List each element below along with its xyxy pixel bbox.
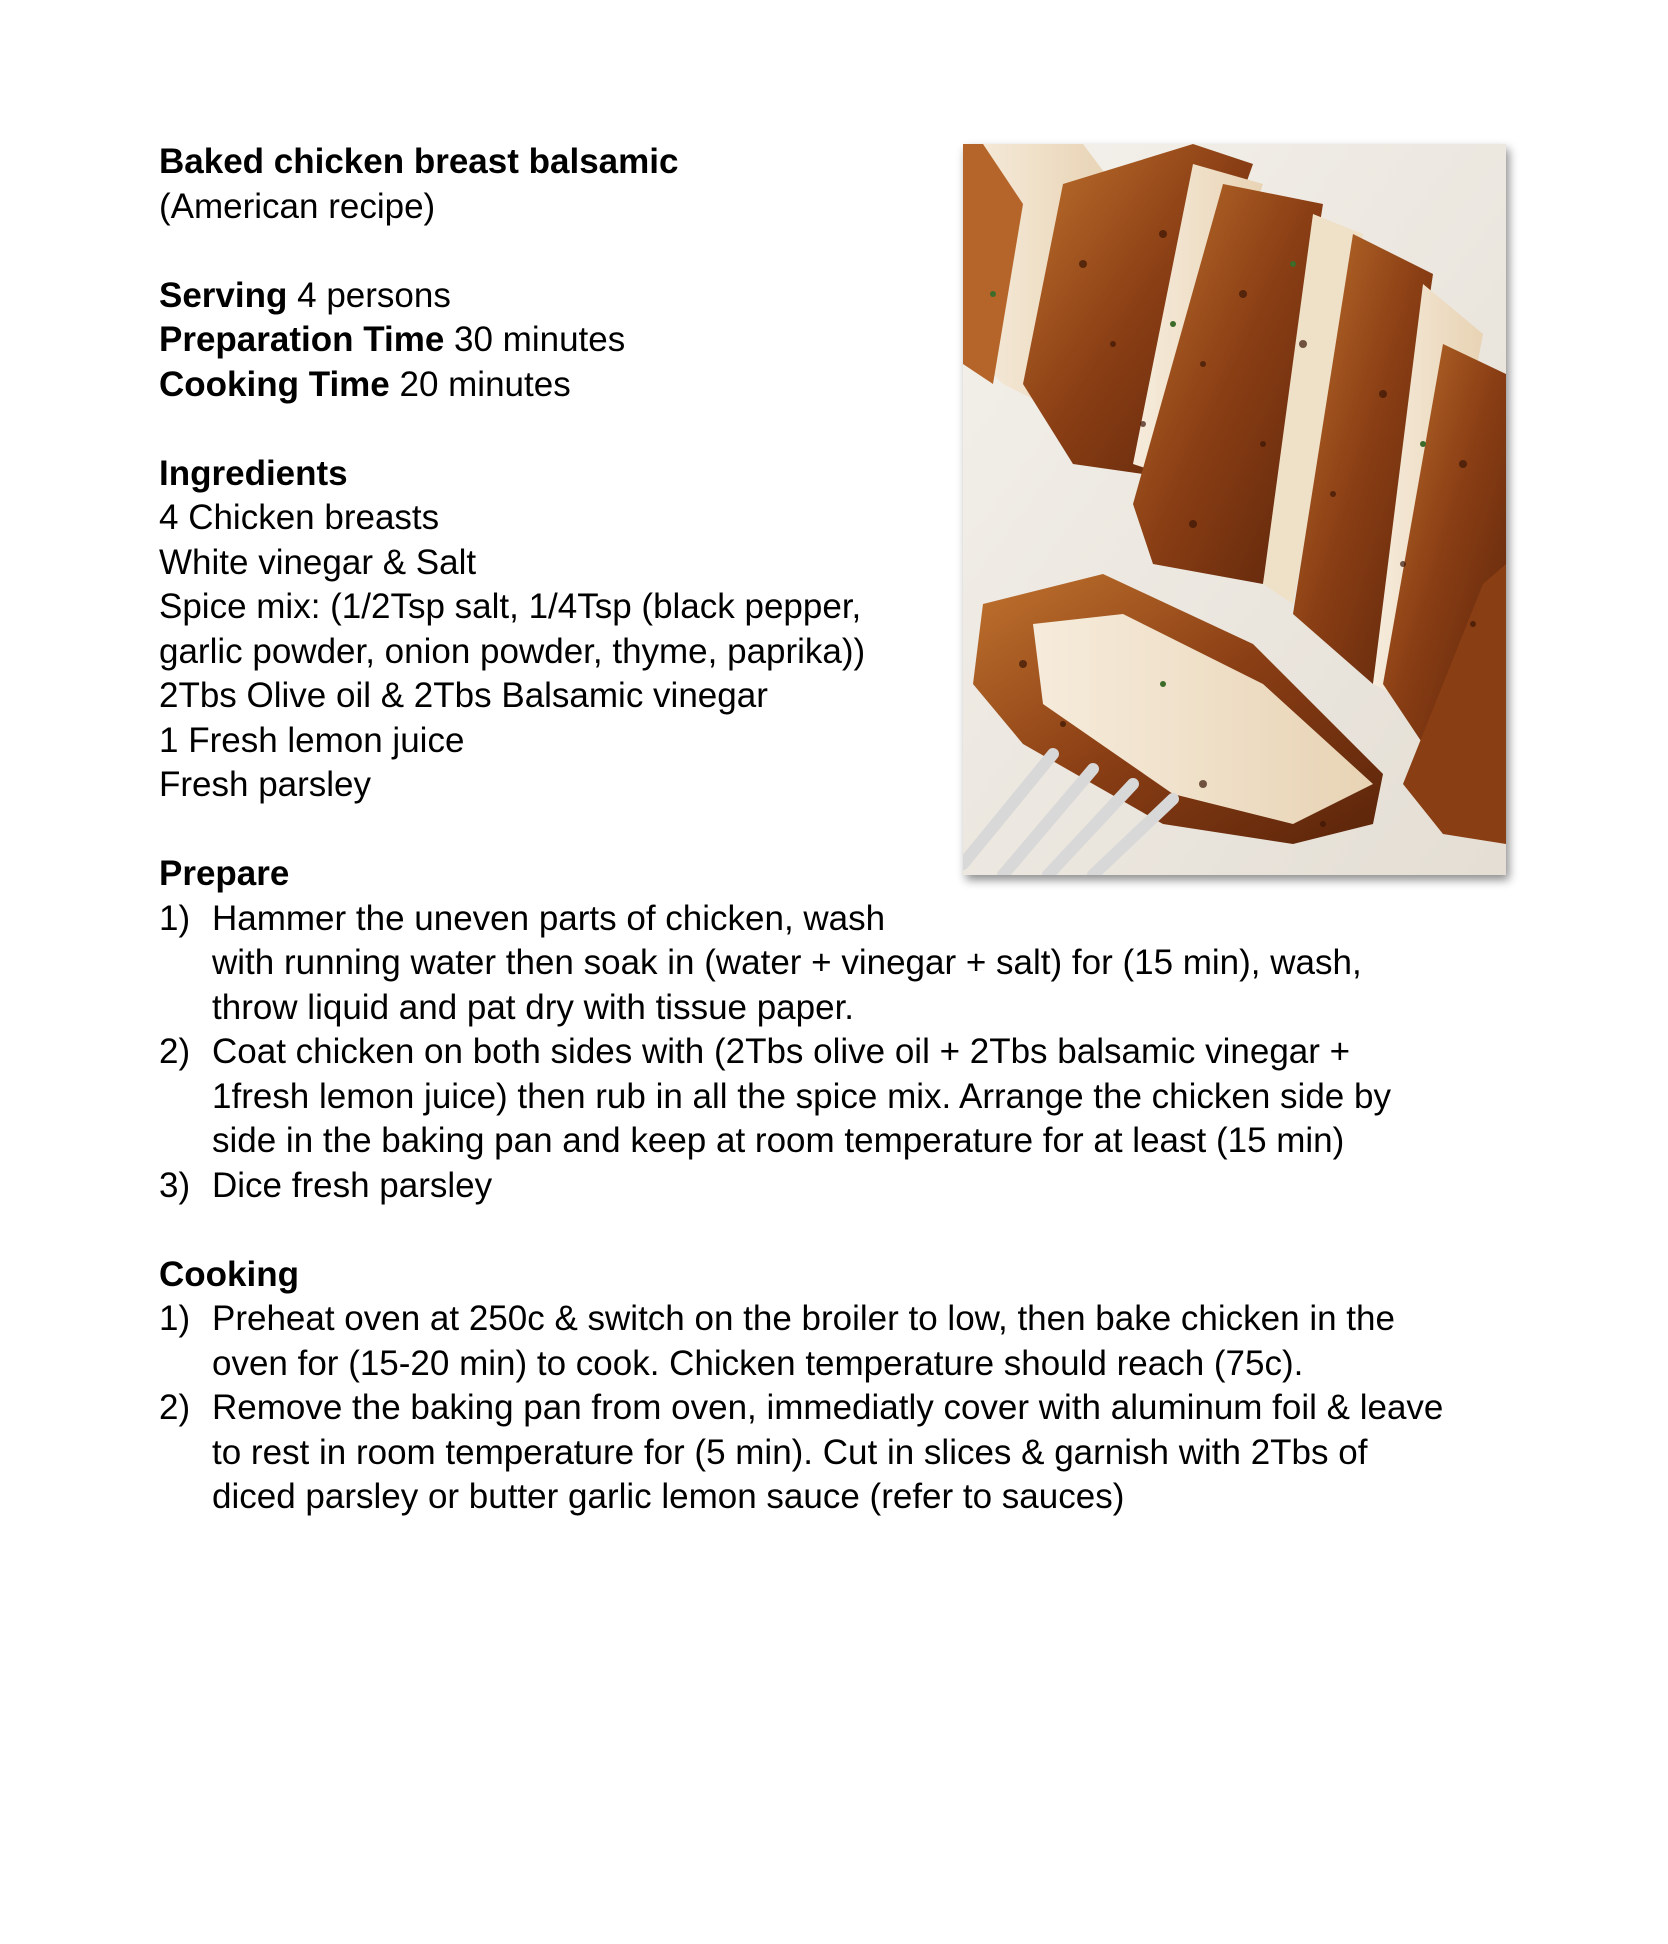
ingredient-item: Spice mix: (1/2Tsp salt, 1/4Tsp (black pepper, (159, 587, 862, 626)
cooking-steps (159, 1297, 1519, 1520)
recipe-title: Baked chicken breast balsamic (159, 142, 679, 181)
step-text: Remove the baking pan from oven, immediatly cover with aluminum foil & leave (212, 1388, 1444, 1427)
ingredient-item: 4 Chicken breasts (159, 498, 440, 537)
cooking-heading: Cooking (159, 1254, 299, 1294)
step-text: to rest in room temperature for (5 min). Cut in slices & garnish with 2Tbs of (212, 1432, 1368, 1472)
step-number: 2) (159, 1388, 191, 1427)
step-text: Dice fresh parsley (212, 1165, 493, 1205)
step-text: with running water then soak in (water + vinegar + salt) for (15 min), wash, (212, 943, 1362, 982)
step-number: 1) (159, 1299, 191, 1338)
step-number: 1) (159, 898, 191, 938)
step-text: side in the baking pan and keep at room temperature for at least (15 min) (212, 1121, 1345, 1160)
meta-label: Cooking Time (159, 364, 390, 404)
prepare-step (159, 1030, 1519, 1164)
step-text: diced parsley or butter garlic lemon sauce (refer to sauces) (212, 1477, 1125, 1516)
meta-value: 30 minutes (454, 320, 626, 359)
step-text: oven for (15-20 min) to cook. Chicken temperature should reach (75c). (212, 1343, 1304, 1383)
step-text: throw liquid and pat dry with tissue paper. (212, 987, 855, 1027)
step-text: Coat chicken on both sides with (2Tbs olive oil + 2Tbs balsamic vinegar + (212, 1032, 1351, 1071)
chicken-photo-illustration (963, 144, 1506, 875)
prepare-step (159, 1164, 1519, 1209)
recipe-subtitle: (American recipe) (159, 186, 436, 226)
cooking-step (159, 1386, 1519, 1520)
ingredient-item: 1 Fresh lemon juice (159, 720, 465, 760)
ingredient-item: garlic powder, onion powder, thyme, paprika)) (159, 631, 866, 671)
ingredient-item: Fresh parsley (159, 765, 372, 804)
meta-value: 20 minutes (399, 364, 571, 404)
step-text: Hammer the uneven parts of chicken, wash (212, 898, 886, 938)
prepare-heading: Prepare (159, 854, 290, 893)
ingredient-item: White vinegar & Salt (159, 542, 477, 582)
step-number: 2) (159, 1032, 191, 1071)
prepare-step (159, 897, 1519, 1031)
step-text: 1fresh lemon juice) then rub in all the spice mix. Arrange the chicken side by (212, 1076, 1391, 1116)
meta-label: Serving (159, 275, 288, 315)
meta-value: 4 persons (297, 275, 451, 315)
prepare-steps (159, 897, 1519, 1209)
chicken-photo (963, 144, 1506, 875)
ingredient-item: 2Tbs Olive oil & 2Tbs Balsamic vinegar (159, 676, 768, 715)
ingredients-heading: Ingredients (159, 453, 348, 493)
step-text: Preheat oven at 250c & switch on the broiler to low, then bake chicken in the (212, 1299, 1395, 1338)
step-number: 3) (159, 1165, 191, 1205)
meta-label: Preparation Time (159, 320, 445, 359)
cooking-step (159, 1297, 1519, 1386)
